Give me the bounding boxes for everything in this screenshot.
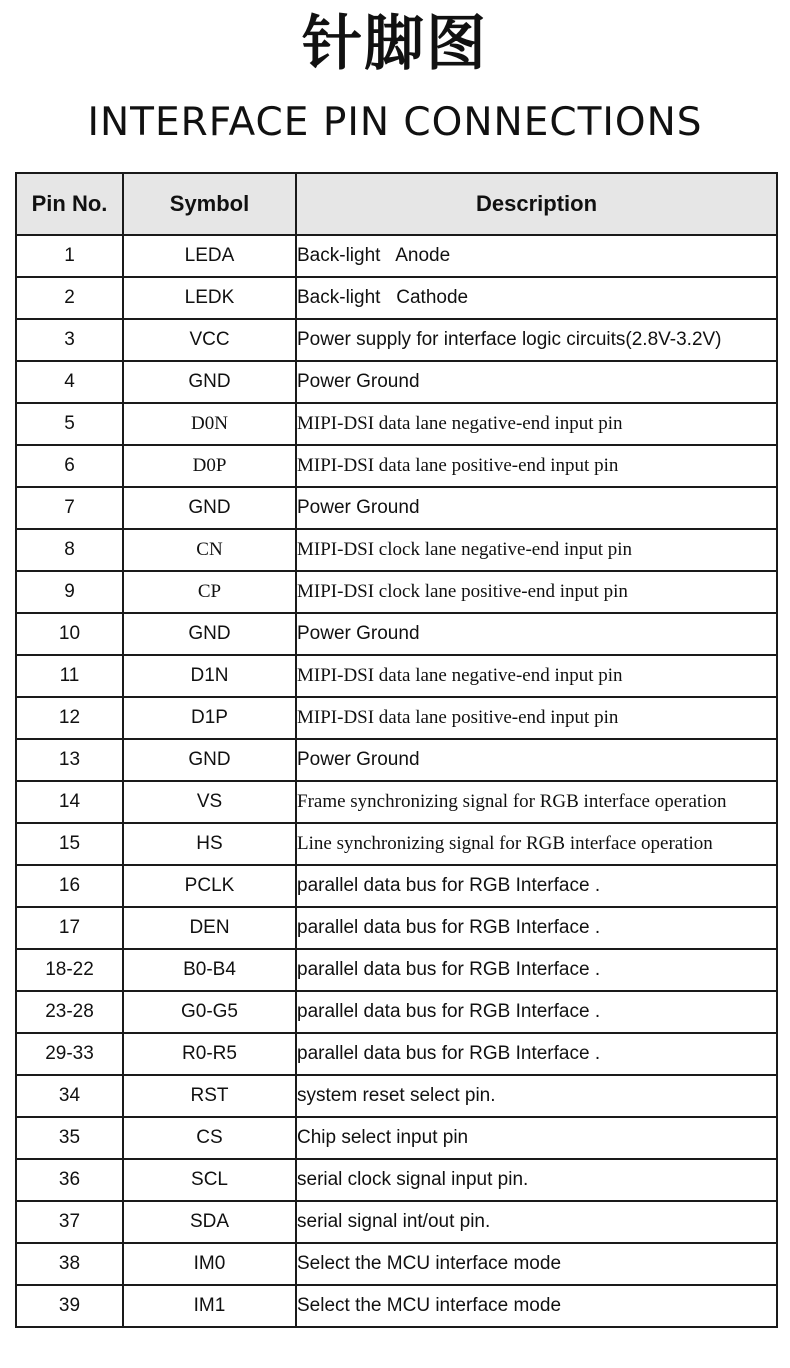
symbol-cell: RST [123, 1075, 296, 1117]
table-row [16, 1285, 777, 1327]
pin-number-cell: 9 [16, 571, 123, 613]
description-cell: parallel data bus for RGB Interface . [296, 991, 777, 1033]
table-row [16, 781, 777, 823]
table-row [16, 1117, 777, 1159]
symbol-cell: PCLK [123, 865, 296, 907]
symbol-cell: GND [123, 361, 296, 403]
pin-number-cell: 3 [16, 319, 123, 361]
description-cell: parallel data bus for RGB Interface . [296, 907, 777, 949]
description-cell: Back-light Cathode [296, 277, 777, 319]
header-pin-no: Pin No. [16, 173, 123, 235]
symbol-cell: G0-G5 [123, 991, 296, 1033]
description-cell: MIPI-DSI data lane positive-end input pin [296, 697, 777, 739]
pin-number-cell: 1 [16, 235, 123, 277]
pin-number-cell: 4 [16, 361, 123, 403]
symbol-cell: R0-R5 [123, 1033, 296, 1075]
table-header-row [16, 173, 777, 235]
pin-number-cell: 29-33 [16, 1033, 123, 1075]
description-cell: Power Ground [296, 739, 777, 781]
page-title-chinese: 针脚图 [302, 9, 488, 79]
pin-number-cell: 5 [16, 403, 123, 445]
pin-number-cell: 17 [16, 907, 123, 949]
symbol-cell: VCC [123, 319, 296, 361]
table-row [16, 739, 777, 781]
table-row [16, 823, 777, 865]
description-cell: Power Ground [296, 361, 777, 403]
description-cell: parallel data bus for RGB Interface . [296, 1033, 777, 1075]
header-symbol: Symbol [123, 173, 296, 235]
table-body [16, 235, 777, 1327]
table-row [16, 991, 777, 1033]
table-row [16, 277, 777, 319]
table-row [16, 1201, 777, 1243]
symbol-cell: CN [123, 529, 296, 571]
table-row [16, 403, 777, 445]
table-row [16, 529, 777, 571]
description-cell: Select the MCU interface mode [296, 1285, 777, 1327]
description-cell: Back-light Anode [296, 235, 777, 277]
pin-number-cell: 35 [16, 1117, 123, 1159]
description-cell: MIPI-DSI data lane positive-end input pin [296, 445, 777, 487]
symbol-cell: SCL [123, 1159, 296, 1201]
pin-number-cell: 8 [16, 529, 123, 571]
description-cell: serial clock signal input pin. [296, 1159, 777, 1201]
table-row [16, 907, 777, 949]
symbol-cell: CP [123, 571, 296, 613]
symbol-cell: GND [123, 487, 296, 529]
description-cell: MIPI-DSI clock lane positive-end input pin [296, 571, 777, 613]
table-row [16, 1159, 777, 1201]
symbol-cell: DEN [123, 907, 296, 949]
description-cell: parallel data bus for RGB Interface . [296, 949, 777, 991]
table-row [16, 1243, 777, 1285]
pin-number-cell: 38 [16, 1243, 123, 1285]
pin-number-cell: 10 [16, 613, 123, 655]
table-row [16, 571, 777, 613]
pin-number-cell: 12 [16, 697, 123, 739]
symbol-cell: VS [123, 781, 296, 823]
table-row [16, 1075, 777, 1117]
description-cell: Select the MCU interface mode [296, 1243, 777, 1285]
symbol-cell: GND [123, 613, 296, 655]
symbol-cell: SDA [123, 1201, 296, 1243]
symbol-cell: D0P [123, 445, 296, 487]
pin-number-cell: 6 [16, 445, 123, 487]
description-cell: MIPI-DSI data lane negative-end input pin [296, 655, 777, 697]
pin-number-cell: 18-22 [16, 949, 123, 991]
table-row [16, 235, 777, 277]
symbol-cell: GND [123, 739, 296, 781]
symbol-cell: HS [123, 823, 296, 865]
pin-number-cell: 11 [16, 655, 123, 697]
description-cell: Power supply for interface logic circuits(2.8V-3.2V) [296, 319, 777, 361]
description-cell: system reset select pin. [296, 1075, 777, 1117]
table-row [16, 319, 777, 361]
pin-number-cell: 23-28 [16, 991, 123, 1033]
description-cell: serial signal int/out pin. [296, 1201, 777, 1243]
description-cell: MIPI-DSI clock lane negative-end input pin [296, 529, 777, 571]
page-title: INTERFACE PIN CONNECTIONS [87, 100, 703, 145]
pin-number-cell: 13 [16, 739, 123, 781]
symbol-cell: IM1 [123, 1285, 296, 1327]
pin-number-cell: 2 [16, 277, 123, 319]
pin-number-cell: 14 [16, 781, 123, 823]
header-description: Description [296, 173, 777, 235]
symbol-cell: D1N [123, 655, 296, 697]
description-cell: MIPI-DSI data lane negative-end input pin [296, 403, 777, 445]
table-row [16, 1033, 777, 1075]
pin-number-cell: 16 [16, 865, 123, 907]
table-row [16, 655, 777, 697]
pin-number-cell: 15 [16, 823, 123, 865]
table-row [16, 865, 777, 907]
description-cell: Power Ground [296, 613, 777, 655]
description-cell: Line synchronizing signal for RGB interface operation [296, 823, 777, 865]
pin-number-cell: 34 [16, 1075, 123, 1117]
description-cell: Frame synchronizing signal for RGB interface operation [296, 781, 777, 823]
table-row [16, 361, 777, 403]
table-row [16, 697, 777, 739]
pin-number-cell: 37 [16, 1201, 123, 1243]
table-row [16, 949, 777, 991]
pin-table [15, 172, 778, 1328]
description-cell: Power Ground [296, 487, 777, 529]
table-row [16, 445, 777, 487]
pin-number-cell: 7 [16, 487, 123, 529]
pin-number-cell: 36 [16, 1159, 123, 1201]
symbol-cell: CS [123, 1117, 296, 1159]
pin-number-cell: 39 [16, 1285, 123, 1327]
table-row [16, 487, 777, 529]
symbol-cell: LEDK [123, 277, 296, 319]
description-cell: parallel data bus for RGB Interface . [296, 865, 777, 907]
symbol-cell: LEDA [123, 235, 296, 277]
symbol-cell: D1P [123, 697, 296, 739]
symbol-cell: IM0 [123, 1243, 296, 1285]
symbol-cell: B0-B4 [123, 949, 296, 991]
symbol-cell: D0N [123, 403, 296, 445]
description-cell: Chip select input pin [296, 1117, 777, 1159]
table-row [16, 613, 777, 655]
